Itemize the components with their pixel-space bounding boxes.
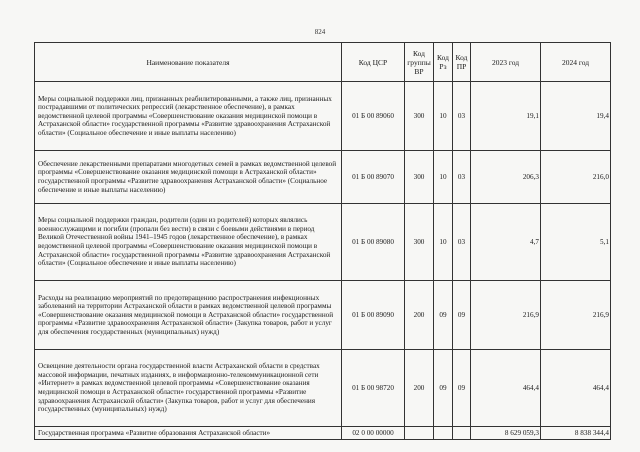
header-row <box>35 43 611 82</box>
row-rz: 10 <box>434 82 453 151</box>
row-name: Расходы на реализацию мероприятий по предотвращению распространения инфекционных заболеваний на территории Астраханской области в рамках ведомственной целевой программы «Совершенствование оказания медицинской помощи в Астраханской области» государственной программы «Развитие здравоохранения Астраханской области» (Закупка товаров, работ и услуг для обеспечения государственных (муниципальных) нужд) <box>35 281 342 350</box>
row-vr: 200 <box>405 350 434 427</box>
row-rz: 09 <box>434 350 453 427</box>
row-vr: 300 <box>405 82 434 151</box>
row-2024: 216,9 <box>541 281 611 350</box>
budget-table <box>34 42 611 440</box>
row-vr: 200 <box>405 281 434 350</box>
table-row <box>35 427 611 440</box>
row-csr: 01 Б 00 89090 <box>342 281 405 350</box>
row-pr: 09 <box>453 350 471 427</box>
row-2024: 216,0 <box>541 151 611 204</box>
table-row <box>35 204 611 281</box>
row-pr <box>453 427 471 440</box>
row-pr: 03 <box>453 82 471 151</box>
header-pr: Код ПР <box>453 43 471 82</box>
header-csr: Код ЦСР <box>342 43 405 82</box>
table-row <box>35 281 611 350</box>
row-csr: 01 Б 00 89060 <box>342 82 405 151</box>
row-csr: 02 0 00 00000 <box>342 427 405 440</box>
row-vr <box>405 427 434 440</box>
header-vr: Код группы ВР <box>405 43 434 82</box>
row-2024: 19,4 <box>541 82 611 151</box>
header-name: Наименование показателя <box>35 43 342 82</box>
row-2023: 4,7 <box>471 204 541 281</box>
row-vr: 300 <box>405 151 434 204</box>
page-number: 824 <box>314 28 326 36</box>
row-2024: 5,1 <box>541 204 611 281</box>
header-2023: 2023 год <box>471 43 541 82</box>
row-vr: 300 <box>405 204 434 281</box>
table-row <box>35 151 611 204</box>
row-2023: 19,1 <box>471 82 541 151</box>
row-2023: 216,9 <box>471 281 541 350</box>
row-name: Меры социальной поддержки граждан, родители (один из родителей) которых являлись военнослужащими и погибли (пропали без вести) в связи с боевыми действиями в период Великой Отечественной войны 1941–1945 годов (лекарственное обеспечение), в рамках ведомственной целевой программы «Совершенствование оказания медицинской помощи в Астраханской области» государственной программы «Развитие здравоохранения Астраханской области» (Социальное обеспечение и иные выплаты населению) <box>35 204 342 281</box>
row-2023: 8 629 059,3 <box>471 427 541 440</box>
row-name: Государственная программа «Развитие образования Астраханской области» <box>35 427 342 440</box>
row-csr: 01 Б 00 98720 <box>342 350 405 427</box>
row-2023: 464,4 <box>471 350 541 427</box>
row-pr: 03 <box>453 151 471 204</box>
row-2023: 206,3 <box>471 151 541 204</box>
row-2024: 464,4 <box>541 350 611 427</box>
row-2024: 8 838 344,4 <box>541 427 611 440</box>
header-2024: 2024 год <box>541 43 611 82</box>
row-name: Меры социальной поддержки лиц, признанных реабилитированными, а также лиц, признанных пострадавшими от политических репрессий (лекарственное обеспечение), в рамках ведомственной целевой программы «Совершенствование оказания медицинской помощи в Астраханской области» государственной программы «Развитие здравоохранения Астраханской области» (Социальное обеспечение и иные выплаты населению) <box>35 82 342 151</box>
row-rz: 09 <box>434 281 453 350</box>
row-rz: 10 <box>434 204 453 281</box>
row-csr: 01 Б 00 89080 <box>342 204 405 281</box>
row-rz <box>434 427 453 440</box>
header-rz: Код Рз <box>434 43 453 82</box>
row-pr: 09 <box>453 281 471 350</box>
row-csr: 01 Б 00 89070 <box>342 151 405 204</box>
table-row <box>35 350 611 427</box>
row-pr: 03 <box>453 204 471 281</box>
row-name: Освещение деятельности органа государственной власти Астраханской области в средствах массовой информации, печатных изданиях, в информационно-телекоммуникационной сети «Интернет» в рамках ведомственной целевой программы «Совершенствование оказания медицинской помощи в Астраханской области» государственной программы «Развитие здравоохранения Астраханской области» (Закупка товаров, работ и услуг для обеспечения государственных (муниципальных) нужд) <box>35 350 342 427</box>
table-row <box>35 82 611 151</box>
row-rz: 10 <box>434 151 453 204</box>
row-name: Обеспечение лекарственными препаратами многодетных семей в рамках ведомственной целевой программы «Совершенствование оказания медицинской помощи в Астраханской области» государственной программы «Развитие здравоохранения Астраханской области» (Социальное обеспечение и иные выплаты населению) <box>35 151 342 204</box>
